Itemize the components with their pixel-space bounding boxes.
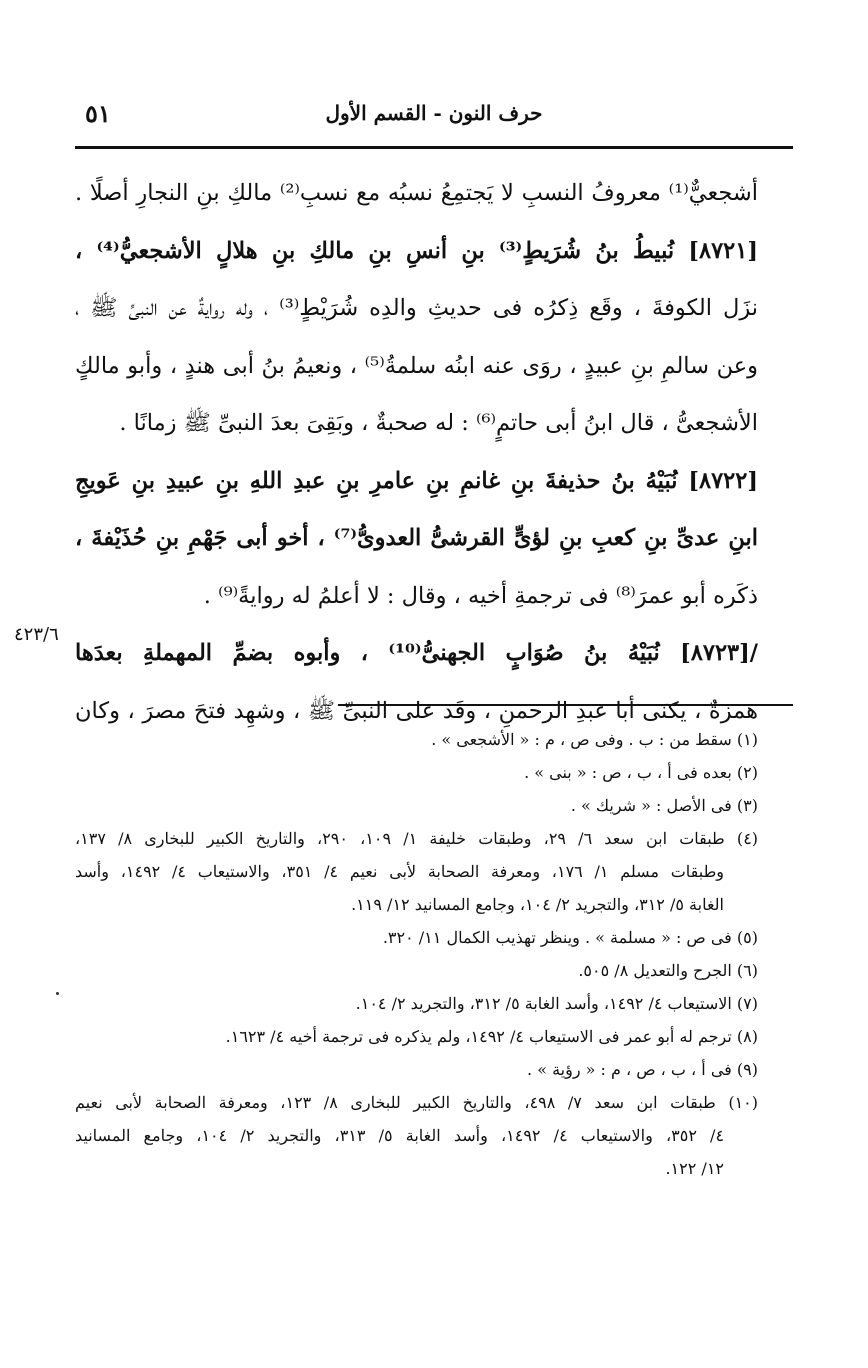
footnote-continuation: وطبقات مسلم ١/ ١٧٦، ومعرفة الصحابة لأبى نعيم ٤/ ٣٥١، والاستيعاب ٤/ ١٤٩٢، وأسد [75,862,725,881]
footnote: (٢) بعده فى أ ، ب ، ص : « بنى » . [524,763,758,782]
text-line: ذكَره أبو عمرَ⁽⁸⁾ فى ترجمةِ أخيه ، وقال : لا أعلمُ له روايةً⁽⁹⁾ . [203,582,758,609]
page-header [75,97,793,135]
header-rule [75,146,793,149]
margin-reference: ٤٢٣/٦ [14,624,59,645]
footnote-continuation: الغابة ٥/ ٣١٢، والتجريد ٢/ ١٠٤، وجامع المسانيد ١٢/ ١١٩. [351,895,724,914]
scan-speck [56,992,59,995]
running-title: حرف النون - القسم الأول [325,101,543,125]
text-line: همزةٌ ، يكنَى أبا عبدِ الرحمنِ ، وفَد على النبىِّ ﷺ ، وشهِد فتحَ مصرَ ، وكان [75,697,758,724]
entry-heading-8722-cont: ابنِ عدىِّ بنِ كعبِ بنِ لؤىٍّ القرشىُّ العدوىُّ⁽⁷⁾ ، أخو أبى جَهْمِ بنِ حُذَيْفةَ ، [75,525,758,551]
text-line: أشجعيٌّ⁽¹⁾ معروفُ النسبِ لا يَجتمِعُ نسبُه مع نسبِ⁽²⁾ مالكِ بنِ النجارِ أصلًا . [75,180,758,206]
footnote-continuation: ١٢/ ١٢٢. [665,1159,724,1178]
text-line: الأشجعىُّ ، قال ابنُ أبى حاتمٍ⁽⁶⁾ : له صحبةٌ ، وبَقِىَ بعدَ النبىِّ ﷺ زمانًا . [119,410,758,436]
footnote: (٣) فى الأصل : « شريك » . [570,796,758,815]
footnote: (٥) فى ص : « مسلمة » . وينظر تهذيب الكمال ١١/ ٣٢٠. [382,928,758,947]
page-number: ٥١ [85,99,111,128]
main-text [75,165,758,740]
text-line: وعن سالمِ بنِ عبيدٍ ، روَى عنه ابنُه سلمةُ⁽⁵⁾ ، ونعيمُ بنُ أبى هندٍ ، وأبو مالكٍ [75,352,758,379]
footnote-continuation: ٤/ ٣٥٢، والاستيعاب ٤/ ١٤٩٢، وأسد الغابة ٥/ ٣١٣، والتجريد ٢/ ١٠٤، وجامع المسانيد [75,1126,725,1145]
entry-heading-8722: [٨٧٢٢] نُبَيْهُ بنُ حذيفةَ بنِ غانمِ بنِ عامرِ بنِ عبدِ اللهِ بنِ عبيدِ بنِ عَويجِ [75,467,758,494]
footnote: (١٠) طبقات ابن سعد ٧/ ٤٩٨، والتاريخ الكبير للبخارى ٨/ ١٢٣، ومعرفة الصحابة لأبى نعيم [75,1093,758,1112]
text-line: نزَل الكوفةَ ، وقَع ذِكرُه فى حديثِ والدِه شُرَيْطٍ⁽³⁾ ، وله روايةٌ عن النبىِّ ﷺ ، [75,295,758,321]
footnote: (٧) الاستيعاب ٤/ ١٤٩٢، وأسد الغابة ٥/ ٣١٢، والتجريد ٢/ ١٠٤. [355,994,758,1013]
footnotes [75,723,758,1185]
entry-heading-8723: /[٨٧٢٣] نُبَيْهُ بنُ صُوَابٍ الجهنىُّ⁽¹⁰⁾ ، وأبوه بضمِّ المهملةِ بعدَها [75,640,758,666]
entry-heading-8721: [٨٧٢١] نُبيطُ بنُ شُرَيطٍ⁽³⁾ بنِ أنسِ بنِ مالكِ بنِ هلالٍ الأشجعيُّ⁽⁴⁾ ، [75,237,758,264]
footnote: (٤) طبقات ابن سعد ٦/ ٢٩، وطبقات خليفة ١/ ١٠٩، ٢٩٠، والتاريخ الكبير للبخارى ٨/ ١٣٧، [75,829,758,848]
footnote-rule [338,704,793,706]
footnote: (٦) الجرح والتعديل ٨/ ٥٠٥. [578,961,758,980]
footnote: (١) سقط من : ب . وفى ص ، م : « الأشجعى » . [431,730,758,749]
footnote: (٨) ترجم له أبو عمر فى الاستيعاب ٤/ ١٤٩٢، ولم يذكره فى ترجمة أخيه ٤/ ١٦٢٣. [225,1027,758,1046]
footnote: (٩) فى أ ، ب ، ص ، م : « رؤية » . [527,1060,758,1079]
